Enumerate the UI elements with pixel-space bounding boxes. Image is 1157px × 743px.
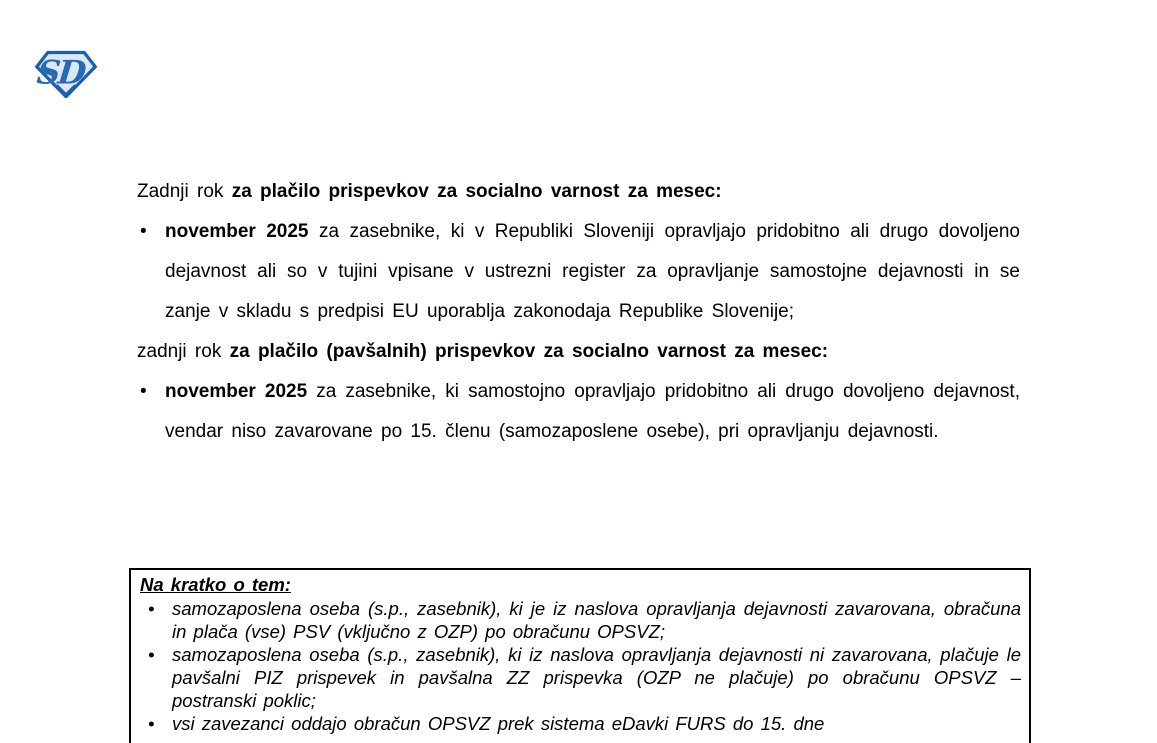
deadline-bullet-1	[137, 212, 1020, 332]
deadline-bullet-2	[137, 372, 1020, 452]
summary-item-text: samozaposlena oseba (s.p., zasebnik), ki je iz naslova opravljanja dejavnosti zavarovana, obračuna in plača (vse) PSV (vključno z OZP) po obračunu OPSVZ;	[172, 598, 1021, 642]
sd-logo	[33, 46, 99, 98]
summary-box-title: Na kratko o tem:	[140, 574, 291, 595]
summary-item	[140, 643, 1021, 712]
bullet-icon: •	[148, 598, 155, 619]
heading1-bold: za plačilo prispevkov za socialno varnost za mesec:	[231, 181, 722, 202]
heading1-regular: Zadnji rok	[137, 181, 232, 202]
bullet2-month-bold: november 2025	[165, 381, 308, 402]
heading2-bold: za plačilo (pavšalnih) prispevkov za socialno varnost za mesec:	[229, 341, 829, 362]
bullet1-text: za zasebnike, ki v Republiki Sloveniji opravljajo pridobitno ali drugo dovoljeno dejavnost ali so v tujini vpisane v ustrezni register za opravljanje samostojne dejavnosti in se zanje v skladu s predpisi EU uporablja zakonodaja Republike Slovenije;	[165, 221, 1020, 322]
deadline-heading-1	[137, 172, 1020, 212]
bullet2-text: za zasebnike, ki samostojno opravljajo pridobitno ali drugo dovoljeno dejavnost, vendar niso zavarovane po 15. členu (samozaposlene osebe), pri opravljanju dejavnosti.	[165, 381, 1020, 442]
summary-item	[140, 712, 1021, 735]
bullet-icon: •	[148, 644, 155, 665]
deadline-heading-2	[137, 332, 1020, 372]
heading2-regular: zadnji rok	[137, 341, 230, 362]
bullet1-month-bold: november 2025	[165, 221, 309, 242]
summary-box	[129, 568, 1031, 743]
logo-letters: SD	[35, 52, 86, 92]
sd-diamond-icon	[33, 46, 99, 98]
summary-item-text: vsi zavezanci oddajo obračun OPSVZ prek sistema eDavki FURS do 15. dne	[172, 713, 825, 734]
bullet-icon: •	[140, 381, 147, 402]
document-body	[137, 172, 1020, 452]
summary-item-text: samozaposlena oseba (s.p., zasebnik), ki iz naslova opravljanja dejavnosti ni zavarovana, plačuje le pavšalni PIZ prispevek in pavšalna ZZ prispevka (OZP ne plačuje) po obračunu OPSVZ – postranski poklic;	[172, 644, 1021, 711]
bullet-icon: •	[140, 221, 147, 242]
summary-item	[140, 597, 1021, 643]
bullet-icon: •	[148, 713, 155, 734]
